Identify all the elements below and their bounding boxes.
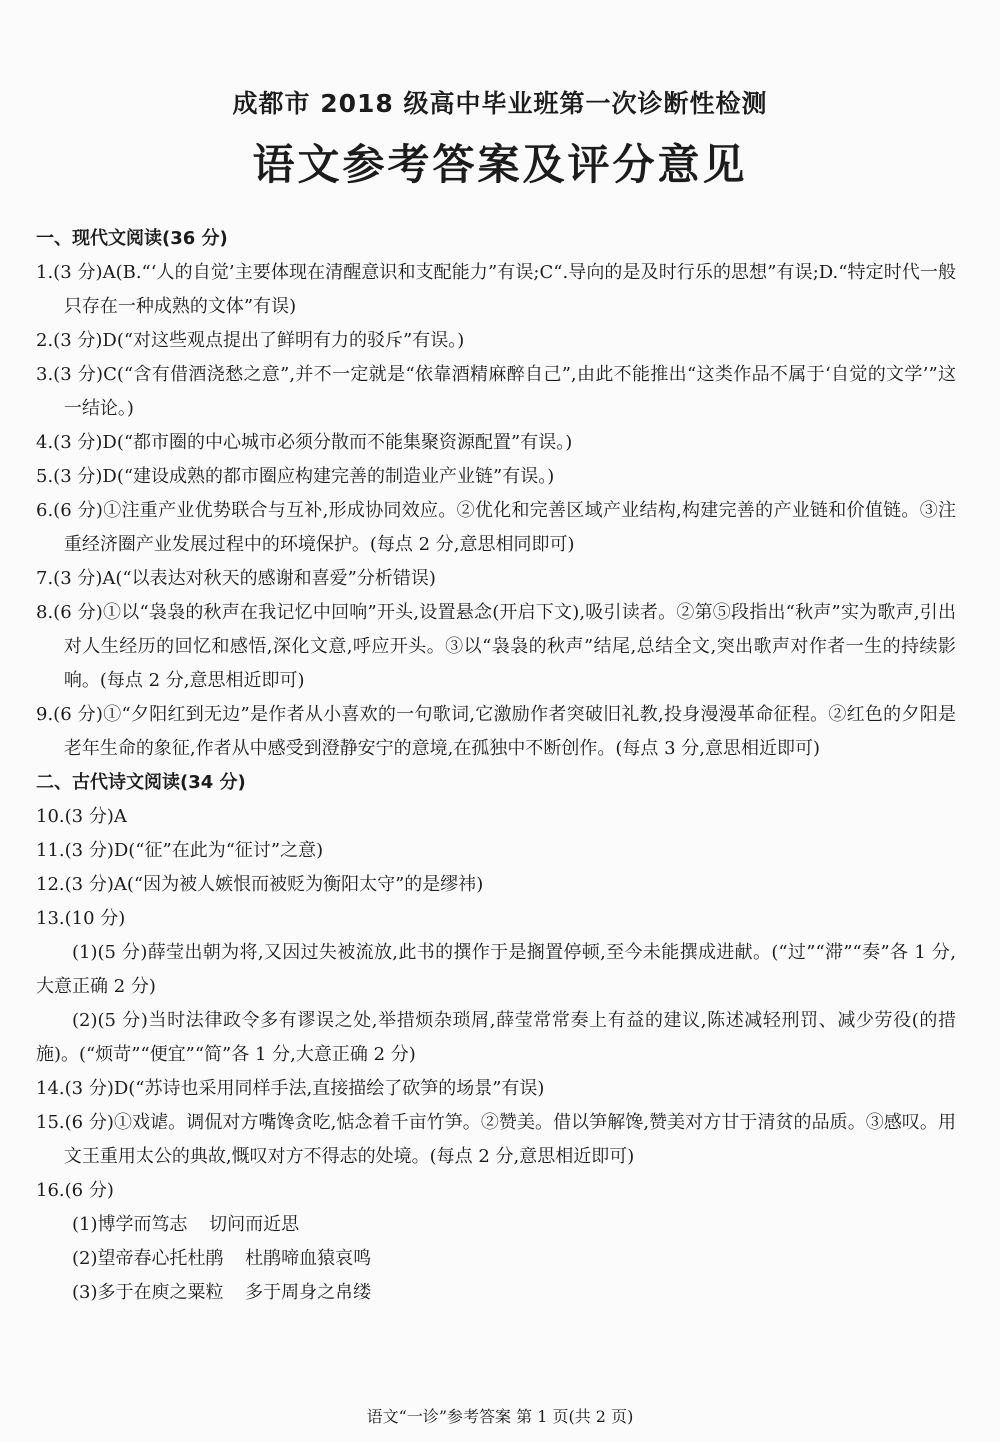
answer-q16-line1-a: (1)博学而笃志 xyxy=(72,1214,188,1235)
answer-q13-part1: (1)(5 分)薛莹出朝为将,又因过失被流放,此书的撰作于是搁置停顿,至今未能撰成进献。(“过”“滞”“奏”各 1 分,大意正确 2 分) xyxy=(36,942,956,997)
answer-q5: 5.(3 分)D(“建设成熟的都市圈应构建完善的制造业产业链”有误。) xyxy=(36,466,555,487)
answer-q8: 8.(6 分)①以“袅袅的秋声在我记忆中回响”开头,设置悬念(开启下文),吸引读者。②第⑤段指出“秋声”实为歌声,引出对人生经历的回忆和感悟,深化文意,呼应开头。③以“袅袅的秋声”结尾,总结全文,突出歌声对作者一生的持续影响。(每点 2 分,意思相近即可) xyxy=(36,602,956,691)
answer-q16-line2 xyxy=(36,1242,956,1276)
answer-q16-line2-a: (2)望帝春心托杜鹃 xyxy=(72,1248,224,1269)
page-footer: 语文“一诊”参考答案 第 1 页(共 2 页) xyxy=(366,1407,634,1426)
answer-q14: 14.(3 分)D(“苏诗也采用同样手法,直接描绘了砍笋的场景”有误) xyxy=(36,1078,545,1099)
answer-q16-line3-b: 多于周身之帛缕 xyxy=(245,1282,372,1303)
answer-q4: 4.(3 分)D(“都市圈的中心城市必须分散而不能集聚资源配置”有误。) xyxy=(36,432,573,453)
document-title: 语文参考答案及评分意见 xyxy=(252,140,748,189)
answer-q16: 16.(6 分) xyxy=(36,1180,114,1201)
answer-q3: 3.(3 分)C(“含有借酒浇愁之意”,并不一定就是“依靠酒精麻醉自己”,由此不能推出“这类作品不属于‘自觉的文学’”这一结论。) xyxy=(36,364,956,419)
answer-q16-line1-b: 切问而近思 xyxy=(209,1214,300,1235)
section-heading-classical-reading: 二、古代诗文阅读(34 分) xyxy=(36,772,246,793)
answer-q13-part2: (2)(5 分)当时法律政令多有谬误之处,举措烦杂琐屑,薛莹常常奏上有益的建议,陈述减轻刑罚、减少劳役(的措施)。(“烦苛”“便宜”“简”各 1 分,大意正确 2 分) xyxy=(36,1010,956,1065)
answer-q9: 9.(6 分)①“夕阳红到无边”是作者从小喜欢的一句歌词,它激励作者突破旧礼教,投身漫漫革命征程。②红色的夕阳是老年生命的象征,作者从中感受到澄静安宁的意境,在孤独中不断创作。(每点 3 分,意思相近即可) xyxy=(36,704,956,759)
answer-q15: 15.(6 分)①戏谑。调侃对方嘴馋贪吃,惦念着千亩竹笋。②赞美。借以笋解馋,赞美对方甘于清贫的品质。③感叹。用文王重用太公的典故,慨叹对方不得志的处境。(每点 2 分,意思相近即可) xyxy=(36,1112,956,1167)
answer-q13: 13.(10 分) xyxy=(36,908,126,929)
exam-title: 成都市 2018 级高中毕业班第一次诊断性检测 xyxy=(232,89,768,118)
answer-q16-line1 xyxy=(36,1208,956,1242)
answer-q6: 6.(6 分)①注重产业优势联合与互补,形成协同效应。②优化和完善区域产业结构,构建完善的产业链和价值链。③注重经济圈产业发展过程中的环境保护。(每点 2 分,意思相同即可) xyxy=(36,500,956,555)
answer-q16-line3 xyxy=(36,1276,956,1310)
answer-q2: 2.(3 分)D(“对这些观点提出了鲜明有力的驳斥”有误。) xyxy=(36,330,465,351)
answer-q12: 12.(3 分)A(“因为被人嫉恨而被贬为衡阳太守”的是缪祎) xyxy=(36,874,484,895)
answer-q7: 7.(3 分)A(“以表达对秋天的感谢和喜爱”分析错误) xyxy=(36,568,436,589)
answer-content xyxy=(36,222,956,1310)
answer-q11: 11.(3 分)D(“征”在此为“征讨”之意) xyxy=(36,840,324,861)
answer-q16-line2-b: 杜鹃啼血猿哀鸣 xyxy=(245,1248,372,1269)
answer-q16-line3-a: (3)多于在庾之粟粒 xyxy=(72,1282,224,1303)
answer-q1: 1.(3 分)A(B.“‘人的自觉’主要体现在清醒意识和支配能力”有误;C“.导向的是及时行乐的思想”有误;D.“特定时代一般只存在一种成熟的文体”有误) xyxy=(36,262,956,317)
section-heading-modern-reading: 一、现代文阅读(36 分) xyxy=(36,228,228,249)
answer-q10: 10.(3 分)A xyxy=(36,806,127,827)
